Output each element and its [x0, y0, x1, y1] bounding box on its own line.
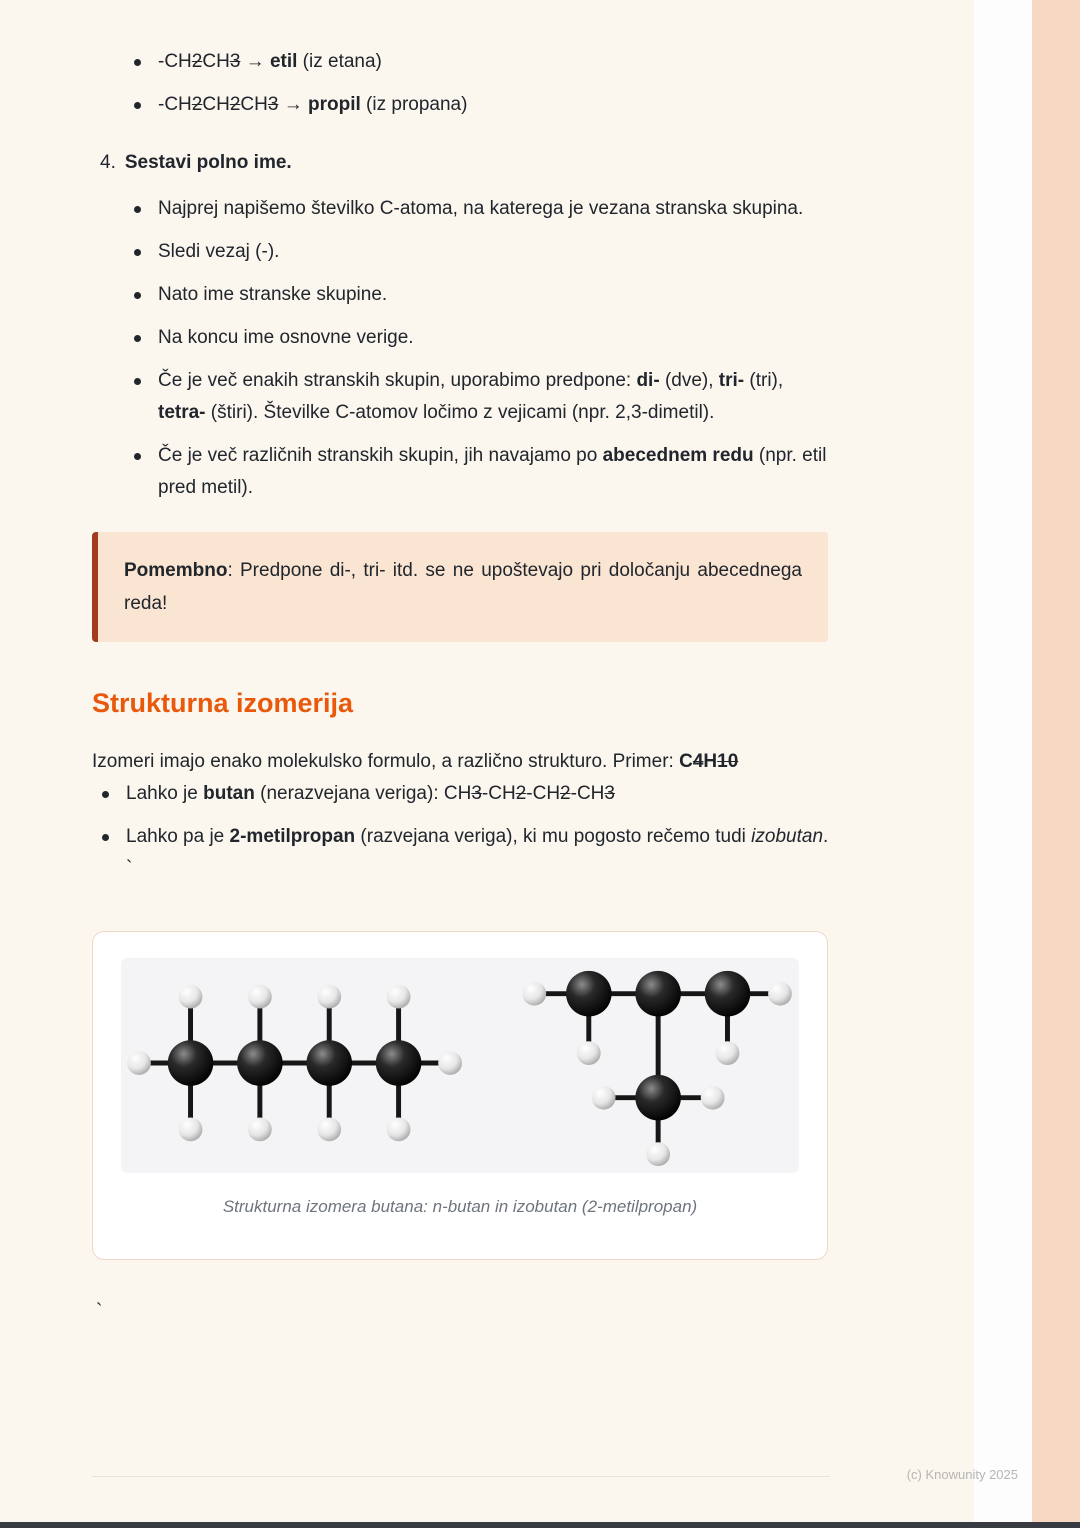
text-segment: etil — [269, 51, 298, 72]
footer-divider — [92, 1476, 830, 1477]
bullet-icon — [102, 791, 109, 798]
text-segment: (dve), — [659, 370, 719, 391]
text-segment: → — [240, 51, 270, 72]
text-segment: Če je več različnih stranskih skupin, jih navajamo po — [158, 445, 603, 466]
bullet-icon — [134, 335, 141, 342]
list-item-text — [158, 94, 467, 115]
text-segment: 3 — [229, 51, 241, 72]
text-segment: di- — [636, 370, 660, 391]
text-segment: (tri), — [744, 370, 784, 391]
text-segment: 2 — [560, 783, 571, 804]
section-intro — [92, 746, 832, 778]
text-segment: (razvejana veriga), ki mu pogosto rečemo tudi — [355, 826, 752, 847]
n-butan-molecule — [127, 985, 462, 1142]
text-segment: 3 — [471, 783, 482, 804]
text-segment: (nerazvejana veriga): CH — [254, 783, 472, 804]
izobutan-molecule — [522, 971, 791, 1166]
list-item — [132, 46, 832, 78]
footer-copyright: (c) Knowunity 2025 — [906, 1467, 1018, 1482]
text-segment: 2 — [191, 94, 203, 115]
text-segment: -CH — [158, 51, 192, 72]
text-segment: -CH — [526, 783, 561, 804]
bullet-icon — [134, 102, 141, 109]
figure-image-panel — [121, 958, 799, 1173]
list-item-text — [126, 783, 615, 804]
text-segment: : Predpone di-, tri- itd. se ne upoštevajo pri določanju abecednega reda! — [124, 560, 802, 614]
stray-backtick: ` — [96, 1301, 103, 1322]
text-segment: → — [278, 94, 308, 115]
text-segment: izobutan — [751, 826, 824, 847]
text-segment: CH — [240, 94, 268, 115]
list-item-text — [158, 51, 382, 72]
bottom-edge-strip — [0, 1522, 1080, 1528]
list-item — [132, 89, 832, 121]
text-segment: Na koncu ime osnovne verige. — [158, 327, 414, 348]
bullet-icon — [102, 834, 109, 841]
numbered-step — [100, 147, 832, 179]
text-segment: Če je več enakih stranskih skupin, uporabimo predpone: — [158, 370, 637, 391]
section-heading: Strukturna izomerija — [92, 688, 354, 718]
callout-text — [124, 554, 802, 620]
list-item-text — [158, 284, 387, 305]
text-segment: Lahko pa je — [126, 826, 230, 847]
list-item-text — [158, 327, 414, 348]
text-segment: propil — [307, 94, 361, 115]
list-item-text — [158, 198, 803, 219]
text-segment: 2 — [515, 783, 527, 804]
naming-steps-list — [132, 193, 832, 504]
text-segment: Nato ime stranske skupine. — [158, 284, 388, 305]
figure-caption: Strukturna izomera butana: n-butan in izobutan (2-metilpropan) — [222, 1197, 698, 1216]
list-item — [132, 193, 832, 225]
figure-card — [92, 931, 828, 1260]
app-background-strip — [1032, 0, 1080, 1528]
list-item — [132, 279, 832, 311]
list-item — [100, 821, 832, 885]
step-number: 4. — [100, 152, 116, 173]
list-item-text — [158, 370, 783, 423]
text-segment: -CH — [481, 783, 516, 804]
fragment-list — [132, 46, 832, 121]
list-item-text — [126, 826, 828, 879]
list-item-text — [158, 445, 826, 498]
list-item — [132, 365, 832, 429]
text-segment: 3 — [604, 783, 615, 804]
text-segment: Izomeri imajo enako molekulsko formulo, a različno strukturo. Primer: — [92, 751, 680, 772]
list-item — [100, 778, 832, 810]
text-segment: Sledi vezaj (-). — [158, 241, 280, 262]
text-segment: (štiri). Številke C-atomov ločimo z vejicami (npr. 2,3-dimetil). — [205, 402, 715, 423]
list-item — [132, 236, 832, 268]
text-segment: CH — [202, 94, 230, 115]
text-segment: (npr. etil pred metil). — [158, 445, 827, 498]
text-segment: C — [679, 751, 693, 772]
text-segment: CH — [202, 51, 230, 72]
text-segment: -CH — [570, 783, 605, 804]
text-segment: 2 — [229, 94, 241, 115]
text-segment: 3 — [267, 94, 279, 115]
text-segment: Pomembno — [124, 560, 228, 581]
text-segment: abecednem redu — [602, 445, 754, 466]
text-segment: 4 — [692, 751, 704, 772]
bullet-icon — [134, 453, 141, 460]
list-item — [132, 440, 832, 504]
text-segment: Lahko je — [126, 783, 204, 804]
text-segment: 10 — [717, 751, 739, 772]
text-segment: tetra- — [158, 402, 206, 423]
bullet-icon — [134, 249, 141, 256]
callout-important — [92, 532, 828, 642]
text-segment: butan — [203, 783, 255, 804]
text-segment: (iz propana) — [360, 94, 468, 115]
isomer-list — [100, 778, 832, 885]
step-title: Sestavi polno ime. — [124, 152, 292, 173]
list-item — [132, 322, 832, 354]
molecule-image — [122, 959, 798, 1172]
text-segment: 2-metilpropan — [229, 826, 356, 847]
list-item-text — [158, 241, 279, 262]
bullet-icon — [134, 378, 141, 385]
bullet-icon — [134, 292, 141, 299]
text-segment: 2 — [191, 51, 203, 72]
text-segment: Najprej napišemo številko C-atoma, na katerega je vezana stranska skupina. — [158, 198, 804, 219]
text-segment: -CH — [158, 94, 192, 115]
text-segment: tri- — [718, 370, 745, 391]
bullet-icon — [134, 59, 141, 66]
text-segment: H — [703, 751, 718, 772]
text-segment: . ` — [126, 826, 829, 879]
text-segment: (iz etana) — [297, 51, 382, 72]
bullet-icon — [134, 206, 141, 213]
page-edge-band — [974, 0, 1032, 1528]
